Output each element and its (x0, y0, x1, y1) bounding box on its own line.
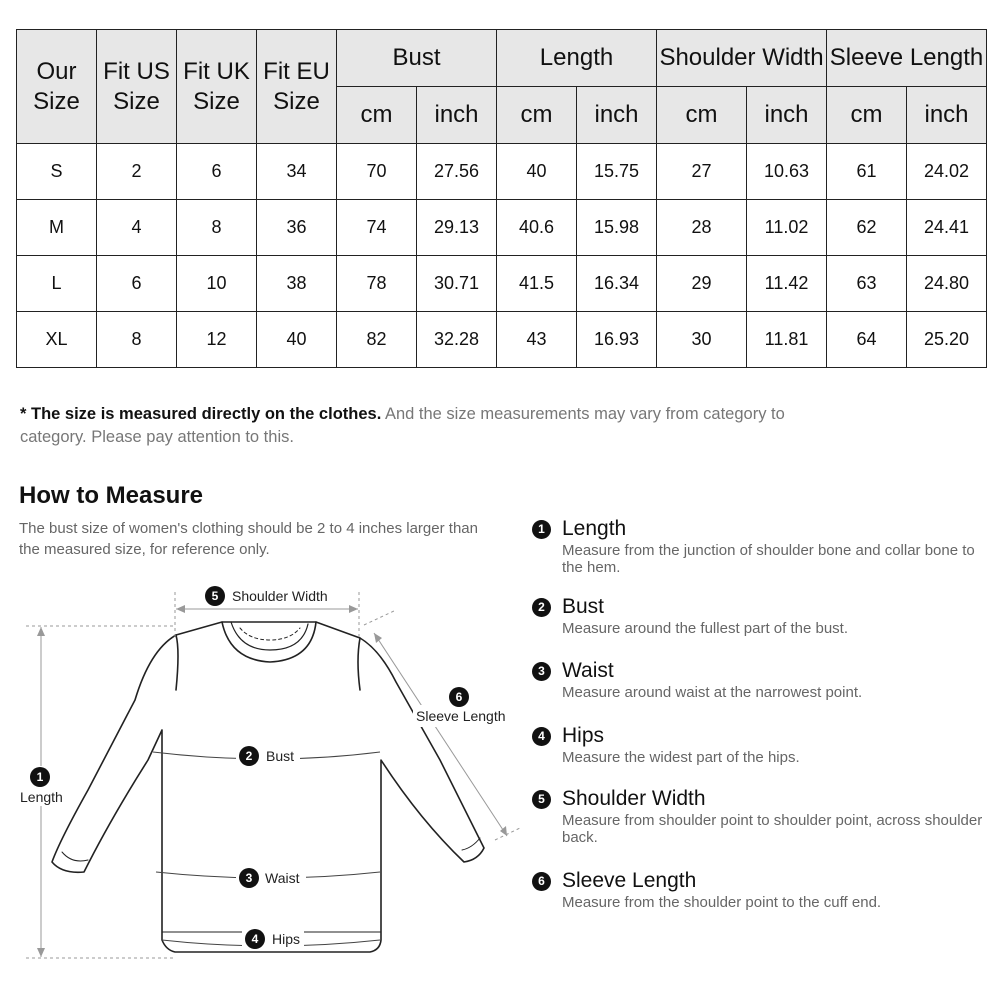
step-number-badge: 5 (532, 790, 551, 809)
svg-text:Length: Length (20, 789, 63, 805)
size-table-body (17, 144, 987, 368)
header-sleeve-length: Sleeve Length (827, 30, 987, 87)
step-hips (532, 723, 800, 766)
cell-length-inch: 16.34 (577, 256, 657, 312)
svg-text:3: 3 (245, 871, 253, 885)
svg-text:4: 4 (251, 932, 259, 946)
cell-shoulder-inch: 11.81 (747, 312, 827, 368)
table-row (17, 312, 987, 368)
svg-text:2: 2 (245, 749, 253, 763)
cell-bust-cm: 82 (337, 312, 417, 368)
cell-bust-cm: 70 (337, 144, 417, 200)
how-to-measure-subtitle: The bust size of women's clothing should be 2 to 4 inches larger than the measured size, for reference only. (19, 520, 478, 558)
step-description: Measure the widest part of the hips. (562, 749, 800, 766)
cell-fit-us: 4 (97, 200, 177, 256)
how-to-measure-title: How to Measure (19, 482, 204, 509)
step-title: Bust (562, 595, 605, 618)
step-length (532, 516, 992, 576)
cell-bust-inch: 30.71 (417, 256, 497, 312)
step-bust (532, 594, 848, 637)
step-title: Waist (562, 659, 614, 682)
shirt-measurement-diagram (0, 575, 530, 1000)
cell-shoulder-cm: 29 (657, 256, 747, 312)
header-unit-cm: cm (497, 87, 577, 144)
header-unit-inch: inch (417, 87, 497, 144)
cell-sleeve-cm: 61 (827, 144, 907, 200)
header-shoulder-width: Shoulder Width (657, 30, 827, 87)
cell-bust-inch: 32.28 (417, 312, 497, 368)
header-unit-inch: inch (907, 87, 987, 144)
cell-our-size: XL (17, 312, 97, 368)
step-waist (532, 658, 862, 701)
cell-fit-us: 2 (97, 144, 177, 200)
diagram-label-length (18, 766, 66, 806)
cell-our-size: S (17, 144, 97, 200)
cell-length-inch: 15.98 (577, 200, 657, 256)
table-row (17, 200, 987, 256)
svg-text:Shoulder Width: Shoulder Width (232, 588, 328, 604)
cell-fit-uk: 10 (177, 256, 257, 312)
step-description: Measure around waist at the narrowest point. (562, 684, 863, 701)
cell-length-cm: 40.6 (497, 200, 577, 256)
step-number-badge: 2 (532, 598, 551, 617)
cell-shoulder-inch: 10.63 (747, 144, 827, 200)
cell-fit-eu: 38 (257, 256, 337, 312)
cell-bust-inch: 27.56 (417, 144, 497, 200)
cell-length-cm: 43 (497, 312, 577, 368)
step-shoulder-width (532, 786, 992, 846)
cell-shoulder-cm: 30 (657, 312, 747, 368)
cell-fit-uk: 6 (177, 144, 257, 200)
cell-fit-uk: 8 (177, 200, 257, 256)
diagram-label-bust (239, 746, 294, 766)
diagram-label-hips (245, 929, 300, 949)
header-length: Length (497, 30, 657, 87)
table-row (17, 256, 987, 312)
diagram-label-shoulder-width (205, 586, 328, 606)
cell-sleeve-cm: 62 (827, 200, 907, 256)
svg-text:Hips: Hips (272, 931, 301, 947)
header-fit-us-size: Fit US Size (97, 30, 177, 144)
step-number-badge: 3 (532, 662, 551, 681)
step-number-badge: 1 (532, 520, 551, 539)
header-unit-inch: inch (577, 87, 657, 144)
svg-text:Waist: Waist (265, 870, 300, 886)
step-title: Sleeve Length (562, 869, 697, 892)
cell-bust-cm: 74 (337, 200, 417, 256)
step-description: Measure from the shoulder point to the cuff end. (562, 894, 882, 911)
header-fit-uk-size: Fit UK Size (177, 30, 257, 144)
step-number-badge: 4 (532, 727, 551, 746)
cell-fit-us: 6 (97, 256, 177, 312)
cell-fit-uk: 12 (177, 312, 257, 368)
svg-text:1: 1 (36, 770, 44, 784)
cell-our-size: M (17, 200, 97, 256)
cell-length-inch: 16.93 (577, 312, 657, 368)
header-unit-inch: inch (747, 87, 827, 144)
cell-shoulder-inch: 11.02 (747, 200, 827, 256)
svg-text:Sleeve Length: Sleeve Length (416, 708, 506, 724)
table-row (17, 144, 987, 200)
header-our-size: Our Size (17, 30, 97, 144)
step-description: Measure from shoulder point to shoulder point, across shoulder back. (562, 812, 983, 846)
svg-text:Bust: Bust (266, 748, 295, 764)
step-title: Shoulder Width (562, 787, 706, 810)
header-unit-cm: cm (827, 87, 907, 144)
cell-sleeve-cm: 63 (827, 256, 907, 312)
cell-sleeve-inch: 24.02 (907, 144, 987, 200)
svg-text:6: 6 (455, 690, 463, 704)
cell-length-cm: 40 (497, 144, 577, 200)
measurement-note (20, 403, 820, 449)
step-title: Hips (562, 724, 605, 747)
header-unit-cm: cm (657, 87, 747, 144)
cell-fit-eu: 34 (257, 144, 337, 200)
cell-fit-eu: 36 (257, 200, 337, 256)
neckline (222, 622, 316, 662)
note-rest: And the size measurements may vary from category to category. Please pay attention to this. (20, 405, 785, 446)
size-chart-table (16, 29, 987, 368)
cell-sleeve-inch: 24.41 (907, 200, 987, 256)
shirt-outline (52, 622, 484, 952)
cell-sleeve-inch: 24.80 (907, 256, 987, 312)
step-number-badge: 6 (532, 872, 551, 891)
header-fit-eu-size: Fit EU Size (257, 30, 337, 144)
header-bust: Bust (337, 30, 497, 87)
cell-bust-cm: 78 (337, 256, 417, 312)
header-unit-cm: cm (337, 87, 417, 144)
step-description: Measure from the junction of shoulder bone and collar bone to the hem. (562, 542, 975, 576)
cell-fit-us: 8 (97, 312, 177, 368)
cell-sleeve-cm: 64 (827, 312, 907, 368)
cell-length-cm: 41.5 (497, 256, 577, 312)
cell-fit-eu: 40 (257, 312, 337, 368)
cell-shoulder-inch: 11.42 (747, 256, 827, 312)
note-bold: * The size is measured directly on the clothes. (20, 405, 382, 423)
diagram-label-waist (239, 868, 300, 888)
cell-shoulder-cm: 27 (657, 144, 747, 200)
cell-shoulder-cm: 28 (657, 200, 747, 256)
cell-sleeve-inch: 25.20 (907, 312, 987, 368)
cell-bust-inch: 29.13 (417, 200, 497, 256)
step-sleeve-length (532, 868, 881, 911)
step-title: Length (562, 517, 627, 540)
svg-text:5: 5 (211, 589, 219, 603)
step-description: Measure around the fullest part of the bust. (562, 620, 849, 637)
cell-our-size: L (17, 256, 97, 312)
cell-length-inch: 15.75 (577, 144, 657, 200)
